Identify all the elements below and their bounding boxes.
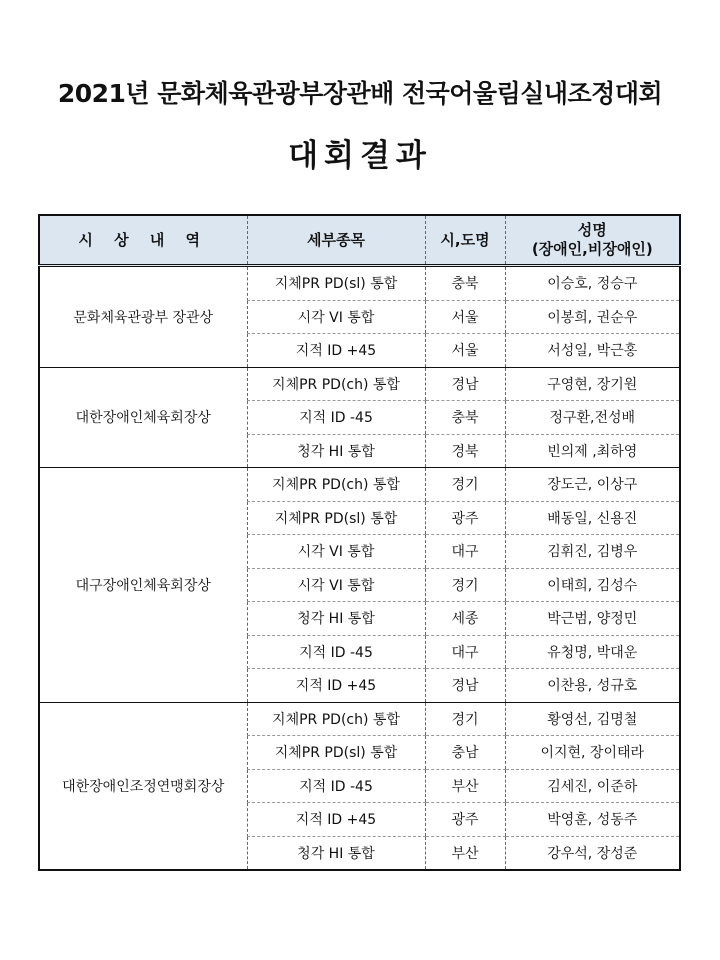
event-cell: 지체PR PD(ch) 통합 — [247, 367, 425, 401]
region-cell: 경기 — [425, 468, 505, 502]
region-cell: 부산 — [425, 769, 505, 803]
event-cell: 지적 ID -45 — [247, 769, 425, 803]
names-cell: 이찬용, 성규호 — [505, 669, 680, 703]
event-cell: 지체PR PD(sl) 통합 — [247, 501, 425, 535]
table-row — [39, 468, 680, 502]
event-cell: 지체PR PD(ch) 통합 — [247, 468, 425, 502]
region-cell: 광주 — [425, 803, 505, 837]
award-cell: 대구장애인체육회장상 — [39, 468, 247, 703]
names-cell: 강우석, 장성준 — [505, 836, 680, 870]
names-cell: 이태희, 김성수 — [505, 568, 680, 602]
event-cell: 청각 HI 통합 — [247, 836, 425, 870]
header-event: 세부종목 — [247, 215, 425, 266]
event-cell: 청각 HI 통합 — [247, 602, 425, 636]
names-cell: 서성일, 박근홍 — [505, 334, 680, 368]
event-cell: 청각 HI 통합 — [247, 434, 425, 468]
region-cell: 서울 — [425, 334, 505, 368]
page-subtitle: 대회결과 — [288, 138, 432, 174]
event-cell: 지체PR PD(sl) 통합 — [247, 266, 425, 301]
event-cell: 지체PR PD(ch) 통합 — [247, 702, 425, 736]
results-body — [39, 266, 680, 871]
award-cell: 대한장애인조정연맹회장상 — [39, 702, 247, 870]
event-cell: 지적 ID -45 — [247, 635, 425, 669]
header-name — [505, 215, 680, 266]
names-cell: 정구환,전성배 — [505, 401, 680, 435]
event-cell: 지적 ID +45 — [247, 334, 425, 368]
table-row — [39, 702, 680, 736]
event-cell: 지체PR PD(sl) 통합 — [247, 736, 425, 770]
event-cell: 지적 ID +45 — [247, 803, 425, 837]
region-cell: 대구 — [425, 535, 505, 569]
region-cell: 경기 — [425, 568, 505, 602]
region-cell: 세종 — [425, 602, 505, 636]
region-cell: 충북 — [425, 401, 505, 435]
region-cell: 대구 — [425, 635, 505, 669]
award-cell: 대한장애인체육회장상 — [39, 367, 247, 468]
names-cell: 유청명, 박대운 — [505, 635, 680, 669]
names-cell: 박근범, 양정민 — [505, 602, 680, 636]
results-table — [38, 214, 681, 871]
names-cell: 장도근, 이상구 — [505, 468, 680, 502]
names-cell: 이승호, 정승구 — [505, 266, 680, 301]
table-row — [39, 367, 680, 401]
event-cell: 시각 VI 통합 — [247, 300, 425, 334]
region-cell: 충남 — [425, 736, 505, 770]
header-row — [39, 215, 680, 266]
table-row — [39, 266, 680, 301]
region-cell: 충북 — [425, 266, 505, 301]
award-cell: 문화체육관광부 장관상 — [39, 266, 247, 368]
names-cell: 김휘진, 김병우 — [505, 535, 680, 569]
names-cell: 이봉희, 권순우 — [505, 300, 680, 334]
names-cell: 박영훈, 성동주 — [505, 803, 680, 837]
names-cell: 황영선, 김명철 — [505, 702, 680, 736]
region-cell: 경기 — [425, 702, 505, 736]
region-cell: 경남 — [425, 669, 505, 703]
names-cell: 김세진, 이준하 — [505, 769, 680, 803]
header-region: 시,도명 — [425, 215, 505, 266]
names-cell: 빈의제 ,최하영 — [505, 434, 680, 468]
names-cell: 이지현, 장이태라 — [505, 736, 680, 770]
header-name-line2: (장애인,비장애인) — [531, 240, 653, 258]
names-cell: 배동일, 신용진 — [505, 501, 680, 535]
event-cell: 지적 ID -45 — [247, 401, 425, 435]
event-cell: 시각 VI 통합 — [247, 568, 425, 602]
event-cell: 지적 ID +45 — [247, 669, 425, 703]
names-cell: 구영현, 장기원 — [505, 367, 680, 401]
region-cell: 서울 — [425, 300, 505, 334]
region-cell: 광주 — [425, 501, 505, 535]
header-award: 시 상 내 역 — [39, 215, 247, 266]
header-name-line1: 성명 — [577, 221, 607, 239]
region-cell: 경남 — [425, 367, 505, 401]
region-cell: 경북 — [425, 434, 505, 468]
event-cell: 시각 VI 통합 — [247, 535, 425, 569]
region-cell: 부산 — [425, 836, 505, 870]
page-title: 2021년 문화체육관광부장관배 전국어울림실내조정대회 — [57, 79, 663, 108]
